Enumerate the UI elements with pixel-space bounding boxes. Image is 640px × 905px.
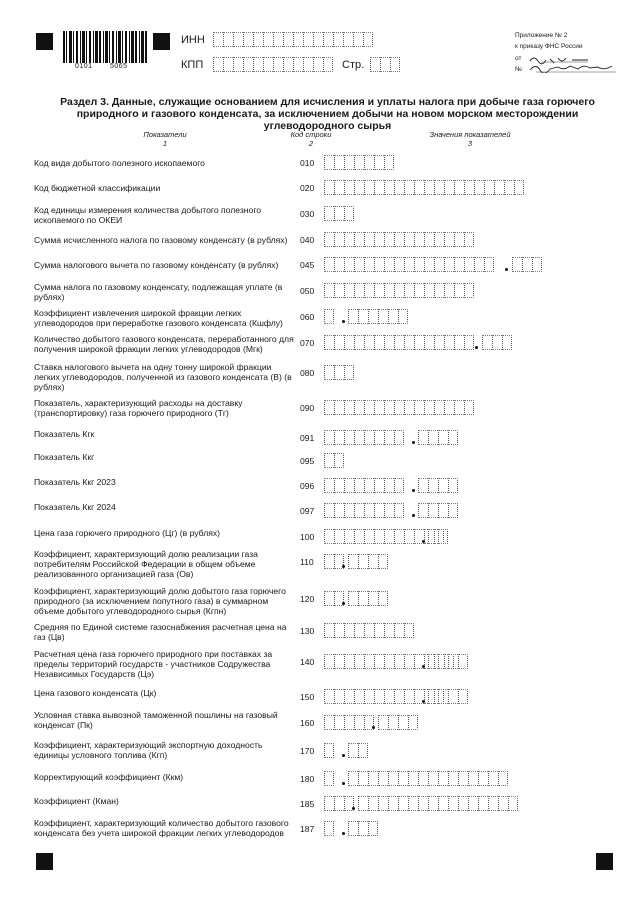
row-code-030: 030	[300, 209, 315, 219]
value-field-030[interactable]	[324, 206, 354, 221]
row-label-110: Коэффициент, характеризующий долю реализации газа потребителям Российской Федерации в общем объеме реализованного организацией газа (Ов)	[34, 549, 258, 579]
row-label-130: Средняя по Единой системе газоснабжения расчетная цена на газ (Цв)	[34, 622, 287, 642]
value-field-187[interactable]	[324, 821, 334, 836]
barcode-digits-left: 0101	[75, 63, 93, 70]
value-field-160-fraction[interactable]	[378, 715, 418, 730]
value-field-091[interactable]	[324, 430, 404, 445]
row-label-187: Коэффициент, характеризующий количество добытого газового конденсата без учета широкой фракции легких углеводородов	[34, 818, 289, 838]
page-number-field[interactable]	[370, 57, 400, 72]
row-label-120: Коэффициент, характеризующий долю добытого газа горючего природного (за исключением попутного газа) в суммарном объеме добытого углеводородного сырья (Кгпн)	[34, 586, 286, 616]
decimal-point-180	[342, 782, 345, 785]
value-field-095[interactable]	[324, 453, 344, 468]
value-field-180[interactable]	[324, 771, 334, 786]
row-label-095: Показатель Ккг	[34, 452, 95, 462]
decimal-point-096	[412, 489, 415, 492]
value-field-050[interactable]	[324, 283, 474, 298]
value-field-120[interactable]	[324, 591, 344, 606]
row-label-030: Код единицы измерения количества добытого полезного ископаемого по ОКЕИ	[34, 205, 262, 225]
value-field-120-fraction[interactable]	[348, 591, 388, 606]
row-code-095: 095	[300, 456, 315, 466]
alignment-marker-top-right	[153, 33, 170, 50]
column-header-indicators-number: 1	[162, 139, 168, 148]
value-field-045-fraction[interactable]	[512, 257, 542, 272]
column-header-values-label: Значения показателей	[429, 130, 511, 139]
value-field-185[interactable]	[324, 796, 354, 811]
appendix-date-label: от	[515, 55, 522, 62]
row-code-130: 130	[300, 626, 315, 636]
row-label-060: Коэффициент извлечения широкой фракции легких углеводородов при переработке газового конденсата (Кшфлу)	[34, 308, 283, 328]
decimal-point-070	[475, 346, 478, 349]
column-header-values	[410, 130, 530, 148]
row-label-050: Сумма налога по газовому конденсату, подлежащая уплате (в рублях)	[34, 282, 283, 302]
row-label-160: Условная ставка вывозной таможенной пошлины на газовый конденсат (Пк)	[34, 710, 278, 730]
row-label-185: Коэффициент (Кман)	[34, 796, 119, 806]
kpp-field[interactable]	[213, 57, 333, 72]
row-code-010: 010	[300, 158, 315, 168]
row-code-160: 160	[300, 718, 315, 728]
decimal-point-120	[342, 602, 345, 605]
decimal-point-185	[352, 807, 355, 810]
value-field-140-fraction[interactable]	[428, 654, 468, 669]
decimal-point-160	[372, 726, 375, 729]
row-label-091: Показатель Кгк	[34, 429, 95, 439]
column-header-indicators-label: Показатели	[143, 130, 187, 139]
row-code-096: 096	[300, 481, 315, 491]
kpp-label: КПП	[181, 59, 204, 71]
handwritten-order-details	[528, 55, 618, 73]
row-code-080: 080	[300, 368, 315, 378]
value-field-185-fraction[interactable]	[358, 796, 518, 811]
row-code-170: 170	[300, 746, 315, 756]
row-code-070: 070	[300, 338, 315, 348]
row-code-090: 090	[300, 403, 315, 413]
decimal-point-045	[505, 268, 508, 271]
row-code-045: 045	[300, 260, 315, 270]
value-field-170[interactable]	[324, 743, 334, 758]
row-code-185: 185	[300, 799, 315, 809]
value-field-110[interactable]	[324, 554, 344, 569]
row-code-140: 140	[300, 657, 315, 667]
value-field-097[interactable]	[324, 503, 404, 518]
row-label-096: Показатель Ккг 2023	[34, 477, 116, 487]
decimal-point-150	[422, 700, 425, 703]
row-code-020: 020	[300, 183, 315, 193]
column-header-indicators	[120, 130, 210, 148]
column-header-row-code	[283, 130, 339, 148]
page-label: Стр.	[342, 59, 365, 71]
value-field-070-fraction[interactable]	[482, 335, 512, 350]
row-label-180: Корректирующий коэффициент (Ккм)	[34, 772, 184, 782]
row-code-060: 060	[300, 312, 315, 322]
row-code-040: 040	[300, 235, 315, 245]
decimal-point-100	[422, 540, 425, 543]
appendix-line-2: к приказу ФНС России	[515, 43, 583, 50]
appendix-number-label: №	[515, 66, 522, 73]
column-header-values-number: 3	[467, 139, 473, 148]
value-field-096-fraction[interactable]	[418, 478, 458, 493]
value-field-150[interactable]	[324, 689, 444, 704]
row-code-187: 187	[300, 824, 315, 834]
barcode-digits-right: 5065	[110, 63, 128, 70]
decimal-point-170	[342, 754, 345, 757]
row-label-010: Код вида добытого полезного ископаемого	[34, 158, 205, 168]
row-code-050: 050	[300, 286, 315, 296]
column-header-row-code-label: Код строки	[290, 130, 332, 139]
inn-field[interactable]	[213, 32, 373, 47]
row-code-091: 091	[300, 433, 315, 443]
alignment-marker-bottom-right	[596, 853, 613, 870]
value-field-150-fraction[interactable]	[428, 689, 468, 704]
barcode-image	[63, 31, 147, 63]
value-field-040[interactable]	[324, 232, 474, 247]
row-code-150: 150	[300, 692, 315, 702]
value-field-090[interactable]	[324, 400, 474, 415]
value-field-080[interactable]	[324, 365, 354, 380]
inn-label: ИНН	[181, 34, 205, 46]
decimal-point-060	[342, 320, 345, 323]
value-field-170-fraction[interactable]	[348, 743, 368, 758]
value-field-097-fraction[interactable]	[418, 503, 458, 518]
row-label-080: Ставка налогового вычета на одну тонну широкой фракции легких углеводородов, полученной из газового конденсата (В) (в рублях)	[34, 362, 292, 392]
value-field-100-fraction[interactable]	[428, 529, 448, 544]
row-code-180: 180	[300, 774, 315, 784]
appendix-line-1: Приложение № 2	[515, 32, 568, 39]
value-field-096[interactable]	[324, 478, 404, 493]
row-code-120: 120	[300, 594, 315, 604]
row-label-045: Сумма налогового вычета по газовому конденсату (в рублях)	[34, 260, 279, 270]
value-field-187-fraction[interactable]	[348, 821, 378, 836]
row-code-110: 110	[300, 557, 314, 567]
value-field-010[interactable]	[324, 155, 394, 170]
row-label-040: Сумма исчисленного налога по газовому конденсату (в рублях)	[34, 235, 288, 245]
value-field-091-fraction[interactable]	[418, 430, 458, 445]
row-label-100: Цена газа горючего природного (Цг) (в рублях)	[34, 528, 221, 538]
column-header-row-code-number: 2	[308, 139, 314, 148]
value-field-070[interactable]	[324, 335, 474, 350]
value-field-020[interactable]	[324, 180, 524, 195]
decimal-point-091	[412, 441, 415, 444]
section-title: Раздел 3. Данные, служащие основанием для исчисления и уплаты налога при добыче газа горючего природного и газового конденсата, за исключением добычи на новом морском месторождении углеводородного сырья	[60, 96, 595, 132]
decimal-point-097	[412, 514, 415, 517]
decimal-point-110	[342, 565, 345, 568]
row-code-100: 100	[300, 532, 315, 542]
row-code-097: 097	[300, 506, 315, 516]
row-label-070: Количество добытого газового конденсата, переработанного для получения широкой фракции легких углеводородов (Мгк)	[34, 334, 294, 354]
row-label-170: Коэффициент, характеризующий экспортную доходность единицы условного топлива (Кгп)	[34, 740, 263, 760]
value-field-045[interactable]	[324, 257, 494, 272]
row-label-097: Показатель Ккг 2024	[34, 502, 116, 512]
row-label-020: Код бюджетной классификации	[34, 183, 161, 193]
row-label-140: Расчетная цена газа горючего природного при поставках за пределы территорий государств - участников Содружества Независимых Государств (Цэ)	[34, 649, 273, 679]
row-label-090: Показатель, характеризующий расходы на доставку (транспортировку) газа горючего природного (Тг)	[34, 398, 243, 418]
value-field-160[interactable]	[324, 715, 374, 730]
decimal-point-187	[342, 832, 345, 835]
alignment-marker-bottom-left	[36, 853, 53, 870]
value-field-110-fraction[interactable]	[348, 554, 388, 569]
value-field-180-fraction[interactable]	[348, 771, 508, 786]
row-label-150: Цена газового конденсата (Цк)	[34, 688, 157, 698]
value-field-060[interactable]	[324, 309, 334, 324]
value-field-100[interactable]	[324, 529, 444, 544]
alignment-marker-top-left	[36, 33, 53, 50]
value-field-060-fraction[interactable]	[348, 309, 408, 324]
decimal-point-140	[422, 665, 425, 668]
value-field-130[interactable]	[324, 623, 414, 638]
